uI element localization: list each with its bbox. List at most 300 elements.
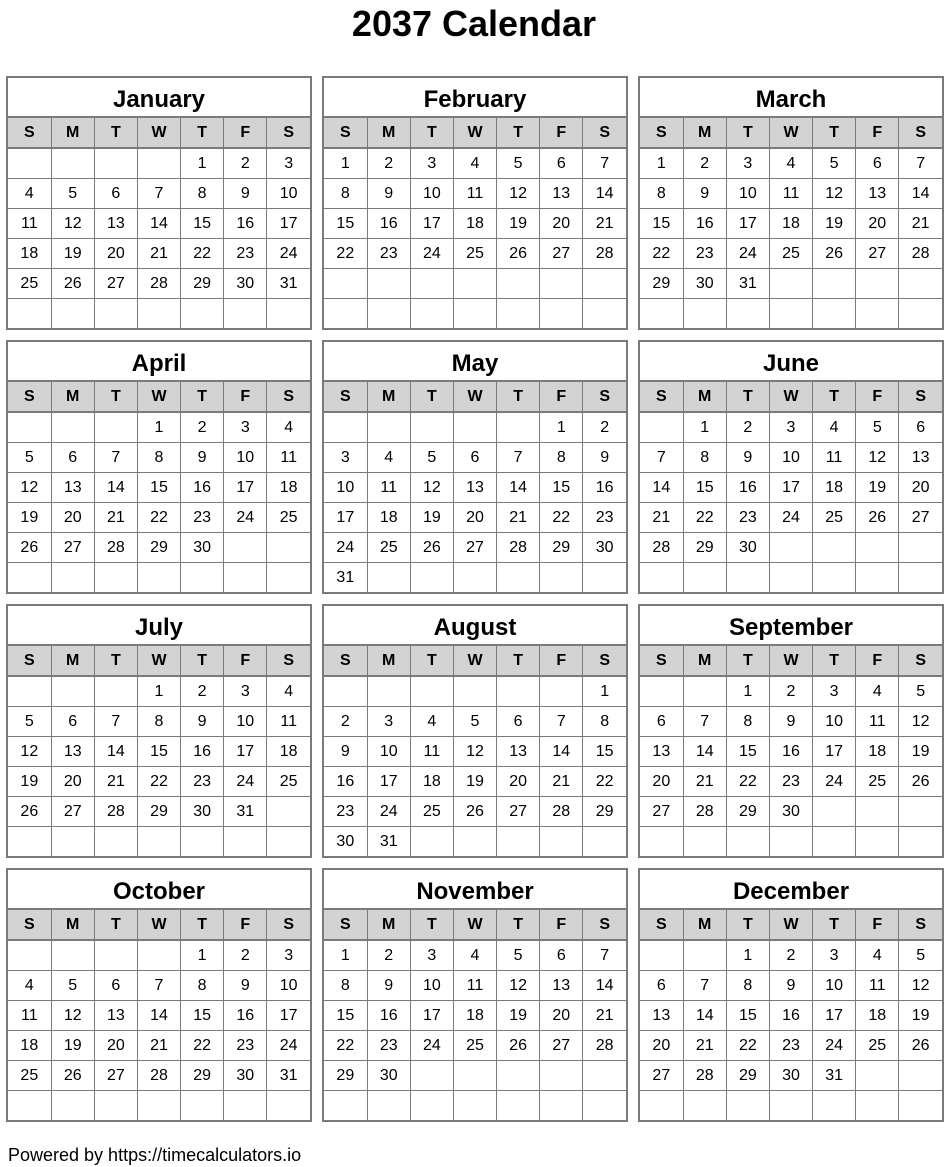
week-row [324, 797, 626, 827]
day-cell: 19 [497, 209, 540, 239]
weekday-header-row [324, 118, 626, 148]
day-cell: 6 [497, 707, 540, 737]
weekday-header: S [899, 646, 942, 676]
day-cell: 25 [367, 533, 410, 563]
day-cell: 3 [324, 443, 367, 473]
day-cell: 16 [683, 209, 726, 239]
weekday-header: S [324, 382, 367, 412]
day-cell: 5 [813, 148, 856, 179]
day-cell [683, 563, 726, 593]
day-cell: 31 [726, 269, 769, 299]
day-cell [453, 676, 496, 707]
day-cell: 8 [683, 443, 726, 473]
weekday-header: M [683, 646, 726, 676]
weekday-header: M [367, 910, 410, 940]
weekday-header: T [813, 910, 856, 940]
day-cell [367, 563, 410, 593]
weekday-header: T [181, 646, 224, 676]
day-cell [137, 299, 180, 329]
day-cell [8, 148, 51, 179]
day-cell: 9 [726, 443, 769, 473]
day-cell: 24 [224, 767, 267, 797]
day-cell: 10 [224, 443, 267, 473]
day-cell [497, 676, 540, 707]
weekday-header: T [94, 910, 137, 940]
day-cell: 23 [367, 1031, 410, 1061]
day-cell [453, 1061, 496, 1091]
weekday-header: T [726, 646, 769, 676]
day-cell: 4 [453, 940, 496, 971]
week-row [324, 443, 626, 473]
day-cell: 23 [181, 767, 224, 797]
day-cell: 13 [640, 737, 683, 767]
day-cell: 21 [137, 1031, 180, 1061]
weekday-header: F [856, 646, 899, 676]
week-row [324, 239, 626, 269]
day-cell: 10 [726, 179, 769, 209]
week-row [640, 503, 942, 533]
day-cell: 19 [8, 503, 51, 533]
day-cell: 14 [540, 737, 583, 767]
day-cell [726, 827, 769, 857]
weekday-header: F [540, 910, 583, 940]
day-cell: 13 [497, 737, 540, 767]
week-row [8, 827, 310, 857]
day-cell: 23 [769, 1031, 812, 1061]
weekday-header: T [813, 646, 856, 676]
day-cell: 20 [51, 767, 94, 797]
day-cell [856, 797, 899, 827]
day-cell: 11 [267, 443, 310, 473]
weekday-header: F [224, 910, 267, 940]
week-row [8, 533, 310, 563]
day-cell: 18 [453, 1001, 496, 1031]
day-cell: 20 [540, 1001, 583, 1031]
day-cell: 9 [181, 443, 224, 473]
weekday-header: S [640, 646, 683, 676]
month-name: June [640, 342, 942, 382]
day-cell: 15 [540, 473, 583, 503]
day-cell: 26 [497, 1031, 540, 1061]
day-cell: 24 [267, 1031, 310, 1061]
day-cell [8, 1091, 51, 1121]
day-cell [856, 1061, 899, 1091]
day-cell: 29 [540, 533, 583, 563]
week-row [640, 1061, 942, 1091]
day-cell [94, 1091, 137, 1121]
day-cell [769, 563, 812, 593]
day-cell [640, 827, 683, 857]
day-cell: 8 [726, 707, 769, 737]
day-cell: 27 [856, 239, 899, 269]
day-cell: 28 [640, 533, 683, 563]
day-cell: 28 [540, 797, 583, 827]
day-cell: 21 [683, 1031, 726, 1061]
day-cell [813, 797, 856, 827]
day-cell: 28 [683, 797, 726, 827]
week-row [324, 971, 626, 1001]
weekday-header: S [640, 118, 683, 148]
day-cell [683, 1091, 726, 1121]
day-cell [324, 269, 367, 299]
day-cell: 17 [410, 209, 453, 239]
day-cell [813, 1091, 856, 1121]
day-cell [8, 299, 51, 329]
day-cell [267, 563, 310, 593]
day-cell: 20 [94, 239, 137, 269]
day-cell [583, 563, 626, 593]
day-cell [267, 1091, 310, 1121]
day-cell [367, 269, 410, 299]
day-cell: 17 [267, 1001, 310, 1031]
day-cell [856, 269, 899, 299]
day-cell: 2 [181, 412, 224, 443]
day-cell: 19 [899, 1001, 942, 1031]
day-cell: 4 [856, 676, 899, 707]
week-row [8, 269, 310, 299]
weekday-header: S [8, 118, 51, 148]
day-cell [813, 563, 856, 593]
weekday-header: S [899, 910, 942, 940]
day-cell: 24 [367, 797, 410, 827]
day-cell: 29 [726, 797, 769, 827]
day-cell: 16 [367, 1001, 410, 1031]
day-cell: 8 [583, 707, 626, 737]
day-cell [497, 1061, 540, 1091]
day-cell: 19 [8, 767, 51, 797]
week-row [324, 563, 626, 593]
month-name: September [640, 606, 942, 646]
day-cell: 26 [899, 1031, 942, 1061]
day-cell: 26 [51, 269, 94, 299]
day-cell: 1 [726, 676, 769, 707]
day-cell [267, 797, 310, 827]
week-row [8, 412, 310, 443]
weekday-header: T [726, 118, 769, 148]
day-cell: 14 [899, 179, 942, 209]
day-cell: 24 [769, 503, 812, 533]
weekday-header: M [367, 646, 410, 676]
day-cell: 14 [583, 971, 626, 1001]
weekday-header: S [899, 382, 942, 412]
weekday-header-row [324, 910, 626, 940]
weekday-header-row [8, 118, 310, 148]
day-cell [224, 563, 267, 593]
day-cell: 6 [899, 412, 942, 443]
day-cell: 20 [640, 767, 683, 797]
week-row [640, 179, 942, 209]
day-cell: 23 [683, 239, 726, 269]
day-cell [540, 563, 583, 593]
day-cell: 26 [410, 533, 453, 563]
day-cell [726, 299, 769, 329]
day-cell [856, 563, 899, 593]
day-cell: 6 [453, 443, 496, 473]
day-cell [640, 412, 683, 443]
day-cell: 15 [640, 209, 683, 239]
weekday-header: T [410, 382, 453, 412]
day-cell: 11 [813, 443, 856, 473]
day-cell [899, 299, 942, 329]
weekday-header: M [51, 118, 94, 148]
day-cell [324, 676, 367, 707]
day-cell: 20 [899, 473, 942, 503]
day-cell: 5 [497, 148, 540, 179]
day-cell [51, 1091, 94, 1121]
weekday-header: T [94, 382, 137, 412]
day-cell: 17 [267, 209, 310, 239]
day-cell [856, 533, 899, 563]
day-cell [51, 412, 94, 443]
month-may [322, 340, 628, 594]
day-cell: 3 [726, 148, 769, 179]
day-cell: 14 [137, 209, 180, 239]
day-cell [94, 827, 137, 857]
weekday-header: W [769, 910, 812, 940]
day-cell: 12 [51, 1001, 94, 1031]
day-cell: 18 [8, 239, 51, 269]
day-cell: 13 [51, 473, 94, 503]
day-cell [856, 827, 899, 857]
day-cell: 4 [769, 148, 812, 179]
day-cell: 20 [94, 1031, 137, 1061]
day-cell: 21 [640, 503, 683, 533]
day-cell: 6 [540, 148, 583, 179]
day-cell: 17 [726, 209, 769, 239]
day-cell: 20 [640, 1031, 683, 1061]
day-cell [410, 269, 453, 299]
day-cell: 25 [856, 767, 899, 797]
day-cell: 13 [540, 179, 583, 209]
day-cell: 15 [583, 737, 626, 767]
day-cell: 2 [769, 940, 812, 971]
day-cell: 15 [683, 473, 726, 503]
day-cell [540, 676, 583, 707]
day-cell: 31 [267, 1061, 310, 1091]
week-row [8, 707, 310, 737]
day-cell: 1 [181, 148, 224, 179]
weekday-header: S [583, 910, 626, 940]
day-cell: 22 [181, 239, 224, 269]
week-row [8, 676, 310, 707]
week-row [324, 503, 626, 533]
day-cell: 10 [267, 971, 310, 1001]
day-cell: 31 [267, 269, 310, 299]
week-row [640, 269, 942, 299]
day-cell: 10 [324, 473, 367, 503]
day-cell: 12 [8, 737, 51, 767]
day-cell: 10 [224, 707, 267, 737]
weekday-header-row [640, 646, 942, 676]
week-row [8, 940, 310, 971]
page-title: 2037 Calendar [351, 3, 597, 44]
day-cell: 1 [540, 412, 583, 443]
day-cell: 7 [583, 940, 626, 971]
day-cell: 23 [769, 767, 812, 797]
week-row [640, 1001, 942, 1031]
day-cell: 5 [51, 179, 94, 209]
weekday-header: F [856, 118, 899, 148]
day-cell: 13 [94, 1001, 137, 1031]
day-cell [324, 412, 367, 443]
month-february [322, 76, 628, 330]
day-cell: 27 [453, 533, 496, 563]
weekday-header: W [453, 646, 496, 676]
day-cell: 2 [726, 412, 769, 443]
day-cell: 18 [8, 1031, 51, 1061]
weekday-header: F [540, 118, 583, 148]
day-cell [94, 940, 137, 971]
day-cell: 7 [540, 707, 583, 737]
week-row [640, 209, 942, 239]
day-cell [410, 563, 453, 593]
day-cell [410, 1061, 453, 1091]
day-cell: 9 [583, 443, 626, 473]
week-row [8, 148, 310, 179]
day-cell: 4 [410, 707, 453, 737]
month-october [6, 868, 312, 1122]
day-cell: 30 [367, 1061, 410, 1091]
day-cell: 24 [410, 1031, 453, 1061]
day-cell [899, 269, 942, 299]
day-cell [769, 299, 812, 329]
day-cell: 16 [726, 473, 769, 503]
week-row [324, 827, 626, 857]
day-cell: 27 [640, 1061, 683, 1091]
day-cell: 16 [583, 473, 626, 503]
weekday-header-row [640, 382, 942, 412]
day-cell [856, 1091, 899, 1121]
day-cell: 25 [8, 269, 51, 299]
day-cell: 7 [137, 179, 180, 209]
day-cell: 3 [813, 676, 856, 707]
weekday-header: T [497, 646, 540, 676]
day-cell: 30 [181, 533, 224, 563]
day-cell: 24 [324, 533, 367, 563]
day-cell [410, 827, 453, 857]
day-cell [813, 827, 856, 857]
day-cell: 28 [137, 269, 180, 299]
day-cell: 12 [497, 971, 540, 1001]
day-cell: 18 [453, 209, 496, 239]
day-cell: 30 [683, 269, 726, 299]
day-cell: 21 [899, 209, 942, 239]
day-cell: 5 [410, 443, 453, 473]
day-cell: 26 [8, 797, 51, 827]
day-cell: 29 [137, 533, 180, 563]
day-cell: 6 [640, 707, 683, 737]
day-cell: 13 [856, 179, 899, 209]
day-cell: 26 [813, 239, 856, 269]
day-cell: 26 [497, 239, 540, 269]
day-cell: 22 [181, 1031, 224, 1061]
day-cell: 22 [137, 767, 180, 797]
day-cell: 25 [856, 1031, 899, 1061]
week-row [8, 797, 310, 827]
weekday-header: M [51, 382, 94, 412]
week-row [8, 767, 310, 797]
day-cell [899, 563, 942, 593]
day-cell [683, 940, 726, 971]
day-cell [769, 827, 812, 857]
day-cell: 10 [813, 707, 856, 737]
week-row [8, 179, 310, 209]
month-grid [640, 118, 942, 328]
day-cell: 3 [224, 412, 267, 443]
day-cell: 19 [51, 1031, 94, 1061]
week-row [8, 473, 310, 503]
day-cell: 20 [453, 503, 496, 533]
week-row [324, 412, 626, 443]
day-cell: 19 [410, 503, 453, 533]
weekday-header: T [181, 382, 224, 412]
week-row [324, 473, 626, 503]
day-cell: 27 [497, 797, 540, 827]
day-cell: 17 [813, 737, 856, 767]
day-cell [137, 563, 180, 593]
week-row [8, 1031, 310, 1061]
day-cell [583, 827, 626, 857]
day-cell: 19 [856, 473, 899, 503]
day-cell [769, 533, 812, 563]
day-cell: 12 [899, 707, 942, 737]
month-name: February [324, 78, 626, 118]
day-cell: 4 [8, 971, 51, 1001]
month-name: May [324, 342, 626, 382]
day-cell: 25 [8, 1061, 51, 1091]
day-cell [410, 412, 453, 443]
day-cell: 17 [769, 473, 812, 503]
weekday-header: T [410, 646, 453, 676]
week-row [8, 299, 310, 329]
month-april [6, 340, 312, 594]
day-cell: 26 [856, 503, 899, 533]
day-cell [856, 299, 899, 329]
day-cell: 2 [181, 676, 224, 707]
month-name: January [8, 78, 310, 118]
month-grid [324, 646, 626, 856]
day-cell: 23 [324, 797, 367, 827]
day-cell: 30 [769, 797, 812, 827]
month-grid [324, 910, 626, 1120]
day-cell: 14 [94, 737, 137, 767]
weekday-header: S [267, 646, 310, 676]
day-cell: 22 [324, 1031, 367, 1061]
weekday-header: T [181, 910, 224, 940]
day-cell [137, 827, 180, 857]
weekday-header-row [640, 118, 942, 148]
day-cell: 17 [410, 1001, 453, 1031]
week-row [640, 299, 942, 329]
day-cell: 4 [813, 412, 856, 443]
day-cell: 16 [769, 737, 812, 767]
weekday-header: M [683, 118, 726, 148]
day-cell: 18 [856, 737, 899, 767]
day-cell: 9 [769, 707, 812, 737]
day-cell: 9 [224, 179, 267, 209]
day-cell: 11 [453, 179, 496, 209]
day-cell: 1 [324, 940, 367, 971]
weekday-header: S [8, 382, 51, 412]
weekday-header: W [137, 646, 180, 676]
month-september [638, 604, 944, 858]
day-cell: 25 [410, 797, 453, 827]
weekday-header-row [324, 382, 626, 412]
day-cell: 2 [583, 412, 626, 443]
day-cell: 7 [683, 971, 726, 1001]
day-cell: 1 [324, 148, 367, 179]
day-cell: 10 [813, 971, 856, 1001]
